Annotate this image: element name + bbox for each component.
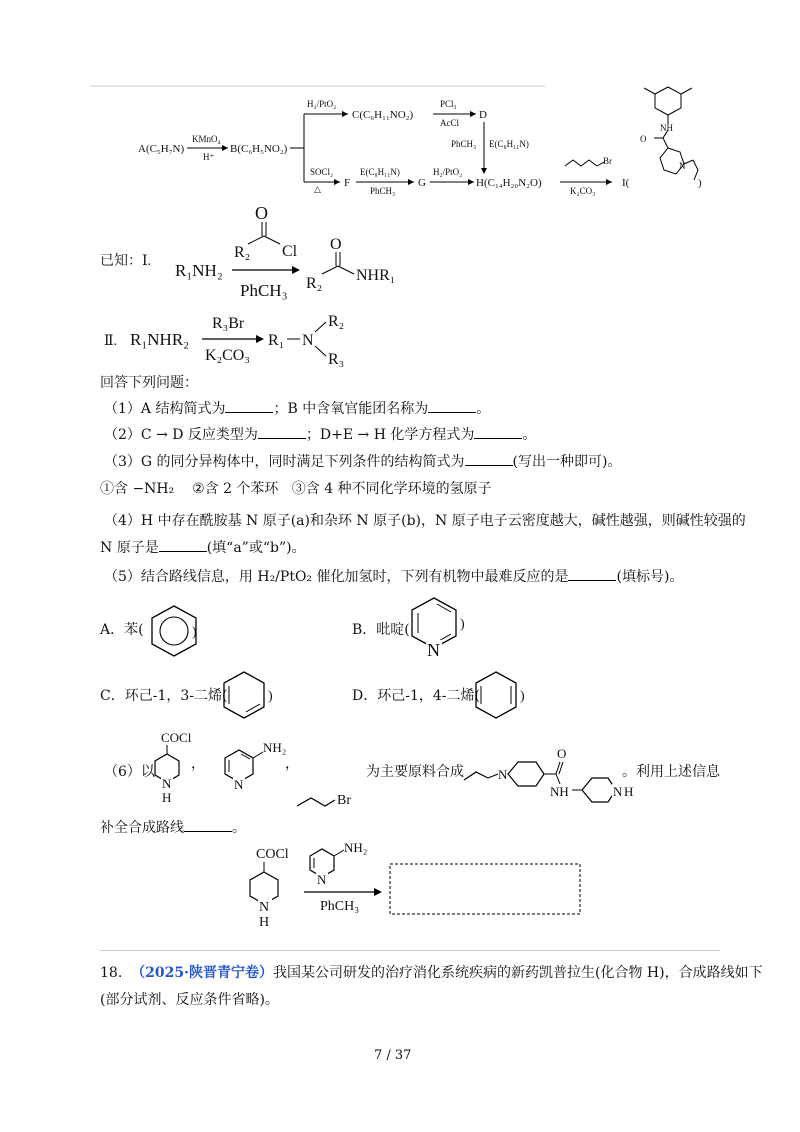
known1-r2: R₂ bbox=[234, 244, 251, 261]
compound-i-o: O bbox=[640, 134, 647, 144]
option-a-close: ) bbox=[192, 625, 197, 640]
q6-comma-2: ， bbox=[285, 757, 299, 772]
option-b-close: ) bbox=[460, 617, 465, 632]
known2-reactant: R₁NHR₂ bbox=[130, 330, 190, 349]
reagent-phch3-mid: PhCH₃ bbox=[370, 186, 396, 196]
q6-aminopyridine-nh2: NH₂ bbox=[263, 740, 287, 755]
reagent-phch3-side: PhCH₃ bbox=[451, 139, 477, 149]
question-3-part-a: （3）G 的同分异构体中，同时满足下列条件的结构简式为 bbox=[104, 454, 465, 470]
reagent-accl: AcCl bbox=[440, 118, 459, 128]
reagent-k2co3: K₂CO₃ bbox=[570, 186, 596, 196]
question-2 bbox=[104, 424, 536, 445]
q6-bromide: Br bbox=[337, 793, 351, 808]
option-b-label: B．吡啶( bbox=[352, 622, 410, 638]
answer-blank-2b[interactable] bbox=[474, 424, 522, 439]
compound-h: H(C₁₄H₂₀N₂O) bbox=[476, 177, 542, 189]
compound-e-side: E(C₈H₁₁N) bbox=[489, 139, 529, 149]
compound-b: B(C₆H₅NO₂) bbox=[230, 143, 288, 155]
reagent-bromide: Br bbox=[603, 156, 612, 166]
known1-prod-nhr: NHR₁ bbox=[356, 267, 396, 284]
reagent-hplus: H⁺ bbox=[203, 152, 215, 162]
reagent-socl2: SOCl₂ bbox=[310, 167, 334, 177]
question-2-end: 。 bbox=[522, 427, 537, 443]
benzene-structure bbox=[146, 604, 202, 658]
known2-label: Ⅱ. bbox=[104, 334, 118, 349]
question-4-part-c: (填“a”或“b”)。 bbox=[206, 540, 306, 556]
question-2-part-a: （2）C → D 反应类型为 bbox=[104, 427, 258, 443]
question-2-part-b: ；D+E → H 化学方程式为 bbox=[305, 427, 475, 443]
cyclohexa-13-diene-structure bbox=[220, 670, 282, 722]
route-coci: COCl bbox=[256, 847, 289, 862]
question-5-part-b: (填标号)。 bbox=[616, 569, 684, 585]
question-6-complete-end: 。 bbox=[232, 820, 246, 836]
question-4-line-1: （4）H 中存在酰胺基 N 原子(a)和杂环 N 原子(b)，N 原子电子云密度越大，碱性越强，则碱性较强的 bbox=[104, 513, 746, 529]
pyridine-structure bbox=[406, 596, 470, 660]
known2-reagent: R₃Br bbox=[212, 315, 245, 332]
question-4-line-2 bbox=[100, 537, 306, 558]
known1-cl: Cl bbox=[282, 243, 298, 260]
answer-blank-6[interactable] bbox=[184, 817, 232, 832]
compound-a: A(C₅H₇N) bbox=[138, 143, 185, 155]
question-5-part-a: （5）结合路线信息，用 H₂/PtO₂ 催化加氢时，下列有机物中最难反应的是 bbox=[104, 569, 569, 585]
reagent-kmno4: KMnO₄ bbox=[192, 134, 221, 144]
question-1-part-b: ；B 中含氧官能团名称为 bbox=[273, 401, 429, 417]
known-label: 已知：Ⅰ. bbox=[100, 254, 152, 269]
answer-blank-1b[interactable] bbox=[428, 398, 476, 413]
question-18-line-2: (部分试剂、反应条件省略)。 bbox=[100, 992, 279, 1008]
route-piperidine-h: H bbox=[259, 915, 270, 930]
question-1-part-a: （1）A 结构简式为 bbox=[104, 401, 226, 417]
question-1-end: 。 bbox=[476, 401, 491, 417]
pyridine-n: N bbox=[427, 640, 440, 660]
cyclohexa-14-diene-structure bbox=[472, 670, 534, 722]
question-6-route bbox=[230, 838, 590, 938]
answer-blank-2a[interactable] bbox=[258, 424, 306, 439]
question-1 bbox=[104, 398, 490, 419]
answer-blank-3[interactable] bbox=[465, 451, 513, 466]
route-piperidine-n: N bbox=[259, 900, 270, 915]
known2-prod-n: N bbox=[302, 332, 314, 349]
option-d-close: ) bbox=[520, 689, 525, 704]
known1-condition: PhCH₃ bbox=[240, 281, 288, 300]
question-6-target-structure bbox=[462, 744, 634, 804]
compound-g: G bbox=[418, 177, 426, 189]
question-6-complete bbox=[100, 817, 246, 838]
compound-i-nh: NH bbox=[660, 123, 673, 133]
question-18-source[interactable]: （2025·陕晋青宁卷） bbox=[131, 965, 274, 981]
compound-e-mid: E(C₈H₁₁N) bbox=[360, 167, 400, 177]
question-18-number: 18. bbox=[100, 965, 123, 981]
q6-target-nh: NH bbox=[550, 784, 569, 799]
condition-2: ②含 2 个苯环 bbox=[192, 481, 279, 497]
answer-blank-1a[interactable] bbox=[225, 398, 273, 413]
q6-aminopyridine-n: N bbox=[234, 777, 244, 792]
known2-condition: K₂CO₃ bbox=[205, 347, 250, 364]
q6-coci: COCl bbox=[161, 730, 192, 745]
known2-prod-r2: R₂ bbox=[328, 313, 345, 330]
option-c-label: C．环己-1，3-二烯( bbox=[100, 688, 228, 704]
question-6-end: 。利用上述信息 bbox=[622, 764, 720, 780]
heat-symbol: △ bbox=[314, 184, 321, 194]
question-3-conditions bbox=[100, 479, 492, 499]
question-5 bbox=[104, 566, 683, 587]
known1-prod-o: O bbox=[330, 236, 342, 253]
answer-blank-5[interactable] bbox=[568, 566, 616, 581]
compound-f: F bbox=[344, 177, 351, 189]
question-18-text-1: 我国某公司研发的治疗消化系统疾病的新药凯普拉生(化合物 H)，合成路线如下 bbox=[273, 965, 763, 981]
question-6-start: （6）以 bbox=[104, 764, 155, 780]
q6-target-o: O bbox=[557, 746, 567, 761]
section-divider bbox=[100, 950, 720, 951]
synthesis-route bbox=[0, 80, 800, 200]
known-reactions bbox=[0, 200, 800, 370]
condition-1: ①含 −NH₂ bbox=[100, 481, 175, 497]
question-6-complete-text: 补全合成路线 bbox=[100, 820, 184, 836]
q6-piperidine-n: N bbox=[162, 776, 172, 791]
reagent-h2pt-mid: H₂/PtO₂ bbox=[433, 167, 463, 177]
option-a-label: A．苯( bbox=[100, 622, 144, 638]
option-d-label: D．环己-1，4-二烯( bbox=[352, 688, 480, 704]
known1-prod-r2: R₂ bbox=[306, 275, 323, 292]
compound-c: C(C₆H₁₁NO₂) bbox=[352, 109, 414, 121]
known2-prod-r3: R₃ bbox=[328, 351, 345, 368]
route-nh2: NH₂ bbox=[344, 840, 368, 855]
question-6-target-intro: 为主要原料合成 bbox=[366, 764, 464, 780]
page-number: 7 / 37 bbox=[374, 1048, 412, 1063]
compound-i-close: ) bbox=[698, 177, 702, 189]
compound-d: D bbox=[479, 109, 487, 121]
known1-o: O bbox=[255, 203, 268, 223]
known2-prod-r1: R₁ bbox=[268, 332, 285, 349]
question-18-line-1 bbox=[100, 963, 763, 983]
q6-target-h: H bbox=[624, 784, 634, 799]
question-3-part-b: (写出一种即可)。 bbox=[512, 454, 622, 470]
q6-piperidine-h: H bbox=[162, 790, 172, 805]
compound-i-structure bbox=[644, 87, 698, 180]
questions-intro: 回答下列问题： bbox=[100, 375, 198, 391]
route-pyridine-n: N bbox=[317, 872, 327, 887]
option-c-close: ) bbox=[268, 689, 273, 704]
compound-i-n: N bbox=[679, 161, 686, 171]
q6-comma-1: ， bbox=[191, 757, 205, 772]
reagent-h2pt-top: H₂/PtO₂ bbox=[307, 99, 337, 109]
question-3 bbox=[104, 451, 621, 472]
q6-target-n2: N bbox=[613, 784, 623, 799]
answer-blank-4[interactable] bbox=[159, 537, 207, 552]
q6-target-n1: N bbox=[498, 767, 508, 782]
reagent-pcl3: PCl₃ bbox=[440, 99, 457, 109]
condition-3: ③含 4 种不同化学环境的氢原子 bbox=[291, 481, 492, 497]
route-condition: PhCH₃ bbox=[320, 899, 360, 914]
known1-reactant: R₁NH₂ bbox=[175, 261, 223, 280]
answer-box[interactable] bbox=[390, 864, 580, 914]
question-4-part-b: N 原子是 bbox=[100, 540, 159, 556]
compound-i-label: I( bbox=[622, 177, 630, 189]
